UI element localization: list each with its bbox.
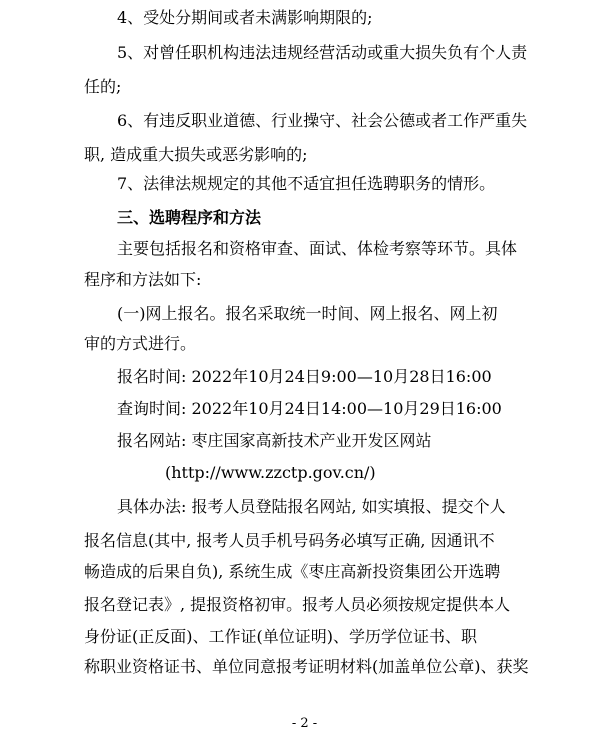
specific-method: 具体办法: 报考人员登陆报名网站, 如实填报、提交个人 xyxy=(117,497,506,516)
specific-method-line-3: 畅造成的后果自负), 系统生成《枣庄高新投资集团公开选聘 xyxy=(84,562,501,581)
specific-method-line-6: 称职业资格证书、单位同意报考证明材料(加盖单位公章)、获奖 xyxy=(84,657,529,676)
criteria-item-5-continued: 任的; xyxy=(84,77,122,96)
section-heading-procedure: 三、选聘程序和方法 xyxy=(117,208,262,227)
procedure-intro-continued: 程序和方法如下: xyxy=(84,270,202,289)
criteria-item-5: 5、对曾任职机构违法违规经营活动或重大损失负有个人责 xyxy=(117,43,528,62)
registration-website: 报名网站: 枣庄国家高新技术产业开发区网站 xyxy=(117,431,432,450)
registration-website-url: (http://www.zzctp.gov.cn/) xyxy=(165,463,376,482)
procedure-intro: 主要包括报名和资格审查、面试、体检考察等环节。具体 xyxy=(117,239,518,258)
online-registration-heading: (一)网上报名。报名采取统一时间、网上报名、网上初 xyxy=(117,304,498,323)
registration-time: 报名时间: 2022年10月24日9:00—10月28日16:00 xyxy=(117,367,492,386)
specific-method-line-5: 身份证(正反面)、工作证(单位证明)、学历学位证书、职 xyxy=(84,627,477,646)
page-number: - 2 - xyxy=(291,716,318,731)
specific-method-line-2: 报名信息(其中, 报考人员手机号码务必填写正确, 因通讯不 xyxy=(84,531,495,550)
criteria-item-6: 6、有违反职业道德、行业操守、社会公德或者工作严重失 xyxy=(117,111,528,130)
inquiry-time: 查询时间: 2022年10月24日14:00—10月29日16:00 xyxy=(117,399,502,418)
criteria-item-4: 4、受处分期间或者未满影响期限的; xyxy=(117,8,373,27)
specific-method-line-4: 报名登记表》, 提报资格初审。报考人员必须按规定提供本人 xyxy=(84,595,511,614)
criteria-item-6-continued: 职, 造成重大损失或恶劣影响的; xyxy=(84,145,308,164)
criteria-item-7: 7、法律法规规定的其他不适宜担任选聘职务的情形。 xyxy=(117,174,496,193)
online-registration-continued: 审的方式进行。 xyxy=(84,334,197,353)
